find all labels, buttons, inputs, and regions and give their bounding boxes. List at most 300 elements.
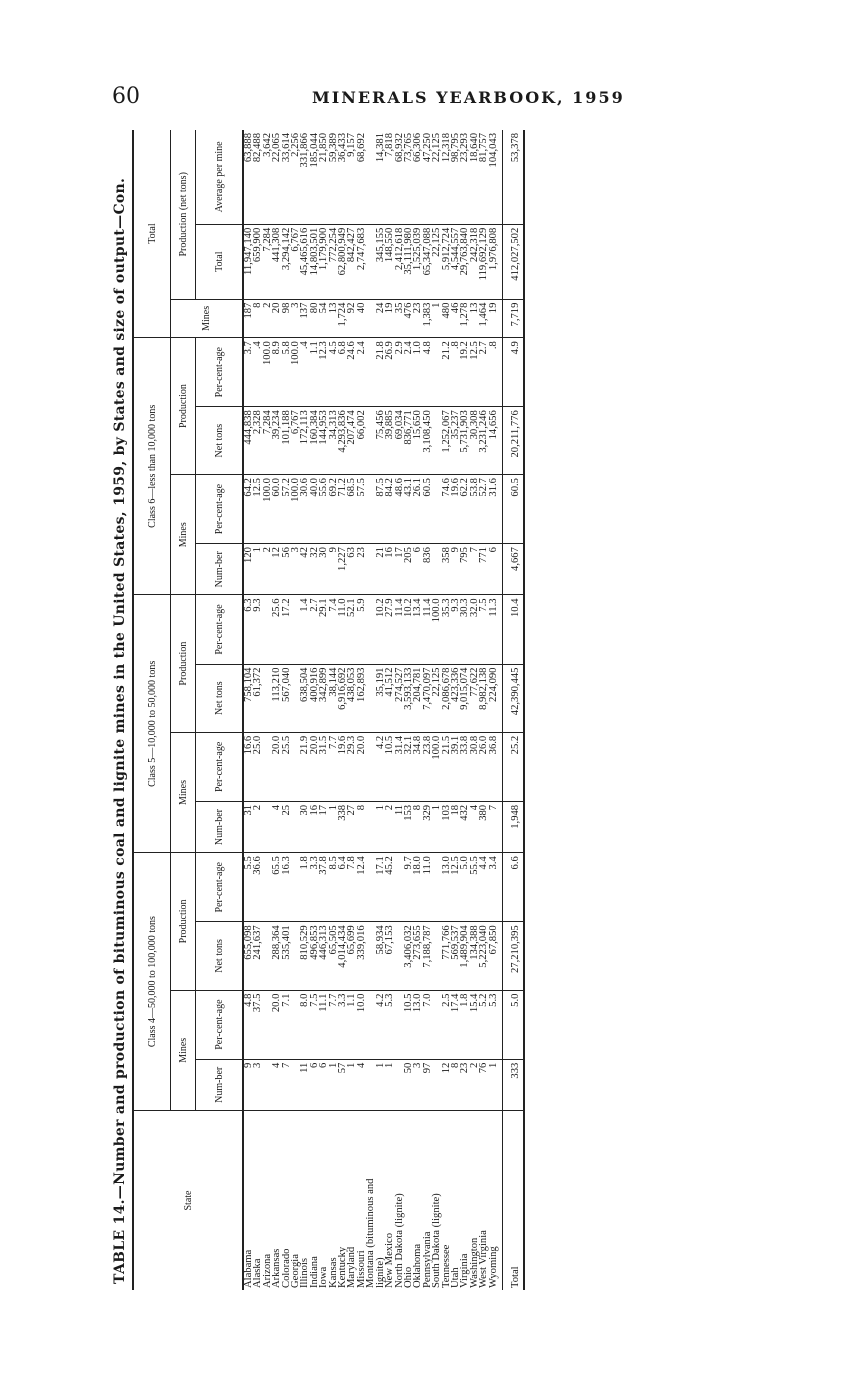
production-percentage-cell: 17.1: [376, 853, 385, 922]
net-tons-cell: 67,850: [489, 922, 498, 990]
mine-percentage-cell: 23.8: [423, 732, 432, 801]
mine-percentage-cell: 40.0: [310, 475, 319, 544]
table-body: [243, 130, 524, 1290]
mine-percentage-cell: 3.3: [338, 990, 347, 1059]
net-tons-cell: 38,144: [329, 664, 338, 732]
production-percentage-cell: 5.5: [243, 853, 253, 922]
mine-number-cell: 1: [376, 1059, 385, 1110]
mine-number-cell: 6: [413, 544, 422, 595]
total-mines-cell: 1: [432, 299, 441, 338]
mine-percentage-cell: 21.5: [442, 732, 451, 801]
net-tons-cell: 438,053: [347, 664, 356, 732]
mine-number-cell: 97: [423, 1059, 432, 1110]
total-mines-cell: 98: [282, 299, 291, 338]
mine-number-cell: 3: [253, 1059, 262, 1110]
mine-percentage-cell: 4.2: [376, 732, 385, 801]
mine-number-cell: 1: [329, 1059, 338, 1110]
production-percentage-cell: 19.2: [460, 338, 469, 407]
mines-header: Mines: [171, 990, 196, 1110]
total-mines-cell: 476: [404, 299, 413, 338]
avg-per-mine-cell: 22,065: [272, 130, 281, 224]
mine-percentage-cell: 20.0: [272, 732, 281, 801]
production-percentage-cell: 12.3: [319, 338, 328, 407]
mine-percentage-cell: 16.6: [243, 732, 253, 801]
net-tons-cell: 134,388: [470, 922, 479, 990]
net-tons-header: Net tons: [196, 664, 244, 732]
production-percentage-cell: 1.8: [300, 853, 309, 922]
net-tons-cell: 3,231,246: [479, 407, 488, 475]
mine-percentage-cell: 5.3: [489, 990, 498, 1059]
avg-per-mine-cell: 7,818: [385, 130, 394, 224]
mine-number-cell: 42: [300, 544, 309, 595]
avg-per-mine-cell: 9,157: [347, 130, 356, 224]
avg-per-mine-cell: 18,640: [470, 130, 479, 224]
net-tons-cell: 172,113: [300, 407, 309, 475]
state-cell: Oklahoma: [412, 1243, 424, 1288]
mine-number-cell: 9: [243, 1059, 253, 1110]
avg-per-mine-cell: 21,850: [319, 130, 328, 224]
mine-percentage-cell: 100.0: [432, 732, 441, 801]
mine-percentage-cell: 37.5: [253, 990, 262, 1059]
mine-percentage-cell: 10.5: [404, 990, 413, 1059]
production-percentage-cell: 100.0: [263, 338, 272, 407]
production-percentage-cell: 4.9: [502, 338, 524, 407]
net-tons-cell: 15,650: [413, 407, 422, 475]
table-row: [489, 130, 498, 1290]
mine-number-cell: 8: [357, 801, 366, 852]
mine-percentage-cell: 100.0: [263, 475, 272, 544]
state-cell: Kentucky: [337, 1246, 349, 1288]
production-percentage-cell: 12.4: [357, 853, 366, 922]
production-percentage-cell: 29.1: [319, 595, 328, 664]
production-percentage-cell: 11.4: [395, 595, 404, 664]
mine-number-cell: 57: [338, 1059, 347, 1110]
mine-number-cell: 120: [243, 544, 253, 595]
mine-percentage-cell: 7.1: [282, 990, 291, 1059]
total-production-cell: 119,692,129: [479, 224, 488, 299]
mine-percentage-cell: 36.8: [489, 732, 498, 801]
mine-number-cell: 17: [395, 544, 404, 595]
net-tons-cell: 836,771: [404, 407, 413, 475]
net-tons-header: Net tons: [196, 922, 244, 990]
avg-per-mine-cell: 68,692: [357, 130, 366, 224]
total-mines-cell: 13: [470, 299, 479, 338]
total-mines-cell: 24: [376, 299, 385, 338]
net-tons-cell: 3,593,133: [404, 664, 413, 732]
table-row: [357, 130, 366, 1290]
mine-number-cell: 4: [470, 801, 479, 852]
production-percentage-cell: 11.0: [423, 853, 432, 922]
production-percentage-cell: 21.8: [376, 338, 385, 407]
production-percentage-cell: 6.4: [338, 853, 347, 922]
avg-per-mine-cell: 12,318: [442, 130, 451, 224]
net-tons-cell: 75,456: [376, 407, 385, 475]
mine-number-cell: 6: [319, 1059, 328, 1110]
production-percentage-cell: 6.3: [243, 595, 253, 664]
mine-number-cell: 8: [451, 1059, 460, 1110]
total-production-cell: 22,125: [432, 224, 441, 299]
net-tons-cell: 30,308: [470, 407, 479, 475]
mine-number-cell: 1,227: [338, 544, 347, 595]
state-header: State: [133, 1111, 243, 1291]
production-header: Production: [171, 853, 196, 990]
mine-number-cell: 30: [319, 544, 328, 595]
total-mines-cell: 23: [413, 299, 422, 338]
total-mines-cell: 3: [291, 299, 300, 338]
mine-percentage-cell: 29.3: [347, 732, 356, 801]
mine-percentage-cell: 26.0: [479, 732, 488, 801]
production-percentage-cell: 100.0: [291, 338, 300, 407]
percentage-header: Per-cent-age: [196, 595, 244, 664]
avg-per-mine-cell: 2,256: [291, 130, 300, 224]
total-mines-cell: 13: [329, 299, 338, 338]
mine-percentage-cell: 20.0: [310, 732, 319, 801]
state-cell: North Dakota (lignite): [393, 1193, 405, 1288]
net-tons-cell: 77,622: [470, 664, 479, 732]
mine-percentage-cell: 17.4: [451, 990, 460, 1059]
mine-number-cell: 12: [442, 1059, 451, 1110]
mine-percentage-cell: 10.5: [385, 732, 394, 801]
net-tons-cell: 2,328: [253, 407, 262, 475]
mine-number-cell: 2: [470, 1059, 479, 1110]
total-production-cell: 772,254: [329, 224, 338, 299]
production-percentage-cell: 26.9: [385, 338, 394, 407]
avg-per-mine-cell: 73,765: [404, 130, 413, 224]
production-header: Production: [171, 595, 196, 732]
mine-percentage-cell: 74.6: [442, 475, 451, 544]
state-cell: Colorado: [280, 1248, 292, 1288]
production-percentage-cell: 10.2: [404, 595, 413, 664]
net-tons-cell: 22,125: [432, 664, 441, 732]
mine-percentage-cell: 39.1: [451, 732, 460, 801]
mine-number-cell: 27: [347, 801, 356, 852]
net-tons-cell: 1,489,904: [460, 922, 469, 990]
net-tons-cell: 7,188,787: [423, 922, 432, 990]
production-percentage-cell: .8: [489, 338, 498, 407]
production-net-tons-header: Production (net tons): [171, 130, 196, 299]
state-cell: Virginia: [459, 1253, 471, 1288]
production-percentage-cell: .8: [451, 338, 460, 407]
total-mines-cell: 92: [347, 299, 356, 338]
production-percentage-cell: 32.0: [470, 595, 479, 664]
mine-number-cell: 4: [272, 801, 281, 852]
total-mines-cell: 40: [357, 299, 366, 338]
net-tons-cell: 58,934: [376, 922, 385, 990]
production-percentage-cell: 30.3: [460, 595, 469, 664]
mine-number-cell: 380: [479, 801, 488, 852]
mine-percentage-cell: 11.1: [319, 990, 328, 1059]
net-tons-cell: 758,104: [243, 664, 253, 732]
production-percentage-cell: 13.4: [413, 595, 422, 664]
mine-number-cell: 56: [282, 544, 291, 595]
net-tons-cell: 810,529: [300, 922, 309, 990]
net-tons-cell: 6,767: [291, 407, 300, 475]
mine-percentage-cell: 33.8: [460, 732, 469, 801]
state-cell: Indiana: [308, 1256, 320, 1288]
state-cell: Tennessee: [440, 1244, 452, 1288]
production-percentage-cell: 16.3: [282, 853, 291, 922]
class4-header: Class 4—50,000 to 100,000 tons: [133, 853, 171, 1111]
mine-percentage-cell: 7.5: [310, 990, 319, 1059]
mine-number-cell: 2: [263, 544, 272, 595]
avg-per-mine-cell: 14,381: [376, 130, 385, 224]
mine-percentage-cell: 53.8: [470, 475, 479, 544]
percentage-header: Per-cent-age: [196, 475, 244, 544]
mine-percentage-cell: 7.7: [329, 990, 338, 1059]
total-production-cell: 345,155: [376, 224, 385, 299]
avg-per-mine-cell: 68,932: [395, 130, 404, 224]
production-percentage-cell: 25.6: [272, 595, 281, 664]
mine-percentage-cell: 8.0: [300, 990, 309, 1059]
mine-number-cell: 1: [376, 801, 385, 852]
mine-number-cell: 4: [357, 1059, 366, 1110]
mine-percentage-cell: 57.5: [357, 475, 366, 544]
mine-percentage-cell: 31.5: [319, 732, 328, 801]
mine-number-cell: 32: [310, 544, 319, 595]
total-production-cell: 14,803,501: [310, 224, 319, 299]
production-percentage-cell: 2.9: [395, 338, 404, 407]
avg-per-mine-cell: 47,250: [423, 130, 432, 224]
production-percentage-cell: 17.2: [282, 595, 291, 664]
total-production-cell: 842,427: [347, 224, 356, 299]
net-tons-cell: 113,210: [272, 664, 281, 732]
net-tons-cell: 638,504: [300, 664, 309, 732]
net-tons-cell: 35,237: [451, 407, 460, 475]
state-cell: Ohio: [402, 1266, 414, 1288]
production-percentage-cell: 9.3: [451, 595, 460, 664]
state-cell: Maryland: [346, 1246, 358, 1288]
mine-number-cell: 76: [479, 1059, 488, 1110]
mine-percentage-cell: 60.0: [272, 475, 281, 544]
mine-number-cell: 836: [423, 544, 432, 595]
production-percentage-cell: 7.8: [347, 853, 356, 922]
production-percentage-cell: 2.4: [404, 338, 413, 407]
mine-percentage-cell: 32.1: [404, 732, 413, 801]
net-tons-cell: 9,015,074: [460, 664, 469, 732]
state-cell: Kansas: [327, 1257, 339, 1288]
mine-percentage-cell: 12.5: [253, 475, 262, 544]
total-mines-cell: 1,278: [460, 299, 469, 338]
production-percentage-cell: 24.6: [347, 338, 356, 407]
mine-percentage-cell: 68.5: [347, 475, 356, 544]
mine-percentage-cell: 1.1: [347, 990, 356, 1059]
production-percentage-cell: 10.4: [502, 595, 524, 664]
percentage-header: Per-cent-age: [196, 990, 244, 1059]
state-cell: Arkansas: [271, 1248, 283, 1288]
total-production-cell: 11,947,140: [243, 224, 253, 299]
total-mines-cell: 80: [310, 299, 319, 338]
net-tons-cell: 342,899: [319, 664, 328, 732]
net-tons-cell: 7,470,097: [423, 664, 432, 732]
mine-number-cell: 432: [460, 801, 469, 852]
mine-number-cell: 7: [489, 801, 498, 852]
total-production-cell: 7,284: [263, 224, 272, 299]
production-percentage-cell: 3.3: [310, 853, 319, 922]
mines-header: Mines: [171, 732, 196, 852]
production-percentage-cell: 2.4: [357, 338, 366, 407]
avg-per-mine-cell: 59,389: [329, 130, 338, 224]
net-tons-cell: 67,153: [385, 922, 394, 990]
mine-number-cell: 103: [442, 801, 451, 852]
net-tons-cell: 444,838: [243, 407, 253, 475]
mine-percentage-cell: 55.6: [319, 475, 328, 544]
avg-per-mine-cell: 23,293: [460, 130, 469, 224]
production-percentage-cell: 12.5: [451, 853, 460, 922]
net-tons-cell: 446,313: [319, 922, 328, 990]
production-percentage-cell: 2.7: [479, 338, 488, 407]
mine-number-cell: 11: [300, 1059, 309, 1110]
mine-percentage-cell: 30.6: [300, 475, 309, 544]
mines-header: Mines: [171, 299, 244, 338]
state-cell: Missouri: [355, 1250, 367, 1288]
mine-percentage-cell: 62.2: [460, 475, 469, 544]
mine-number-cell: 17: [319, 801, 328, 852]
production-percentage-cell: 4.4: [479, 853, 488, 922]
production-percentage-cell: 2.7: [310, 595, 319, 664]
net-tons-cell: 8,982,138: [479, 664, 488, 732]
net-tons-cell: 241,637: [253, 922, 262, 990]
percentage-header: Per-cent-age: [196, 338, 244, 407]
production-percentage-cell: 36.6: [253, 853, 262, 922]
production-percentage-cell: 21.2: [442, 338, 451, 407]
mine-percentage-cell: 43.1: [404, 475, 413, 544]
mine-number-cell: 4,667: [502, 544, 524, 595]
mine-number-cell: 7: [470, 544, 479, 595]
avg-per-mine-cell: 3,642: [263, 130, 272, 224]
net-tons-cell: 1,252,067: [442, 407, 451, 475]
state-cell: West Virginia: [478, 1230, 490, 1288]
mine-percentage-cell: 26.1: [413, 475, 422, 544]
production-percentage-cell: 11.4: [423, 595, 432, 664]
production-percentage-cell: 3.7: [243, 338, 253, 407]
mine-number-cell: 30: [300, 801, 309, 852]
percentage-header: Per-cent-age: [196, 853, 244, 922]
mine-percentage-cell: 100.0: [291, 475, 300, 544]
total-mines-cell: 2: [263, 299, 272, 338]
mine-percentage-cell: 20.0: [272, 990, 281, 1059]
mine-number-cell: 3: [413, 1059, 422, 1110]
total-production-cell: 1,179,900: [319, 224, 328, 299]
number-header: Num-ber: [196, 544, 244, 595]
state-cell: Montana (bituminous and: [365, 1178, 377, 1288]
mine-number-cell: 8: [413, 801, 422, 852]
mine-percentage-cell: 15.4: [470, 990, 479, 1059]
net-tons-cell: 496,853: [310, 922, 319, 990]
net-tons-cell: 69,034: [395, 407, 404, 475]
production-percentage-cell: 6.8: [338, 338, 347, 407]
mine-percentage-cell: 1.8: [460, 990, 469, 1059]
mine-percentage-cell: 84.2: [385, 475, 394, 544]
net-tons-cell: 655,098: [243, 922, 253, 990]
mine-number-cell: 6: [310, 1059, 319, 1110]
production-percentage-cell: 12.5: [470, 338, 479, 407]
avg-per-mine-cell: 104,043: [489, 130, 498, 224]
mine-percentage-cell: 52.7: [479, 475, 488, 544]
mine-number-cell: 18: [451, 801, 460, 852]
production-header: Production: [171, 338, 196, 475]
mine-number-cell: 16: [385, 544, 394, 595]
avg-per-mine-cell: 98,795: [451, 130, 460, 224]
net-tons-cell: 2,086,678: [442, 664, 451, 732]
production-percentage-cell: 4.8: [423, 338, 432, 407]
mine-number-cell: 771: [479, 544, 488, 595]
total-production-cell: 148,550: [385, 224, 394, 299]
mine-percentage-cell: 34.8: [413, 732, 422, 801]
mine-number-cell: 50: [404, 1059, 413, 1110]
mine-percentage-cell: 31.4: [395, 732, 404, 801]
mine-percentage-cell: 21.9: [300, 732, 309, 801]
net-tons-cell: 400,916: [310, 664, 319, 732]
mine-number-cell: 21: [376, 544, 385, 595]
mine-percentage-cell: 5.3: [385, 990, 394, 1059]
production-percentage-cell: 7.4: [329, 595, 338, 664]
mine-number-cell: 1: [253, 544, 262, 595]
mine-percentage-cell: 5.0: [502, 990, 524, 1059]
total-production-cell: 62,800,949: [338, 224, 347, 299]
mine-percentage-cell: 64.2: [243, 475, 253, 544]
production-percentage-cell: 9.3: [253, 595, 262, 664]
net-tons-cell: 34,313: [329, 407, 338, 475]
state-cell: Alabama: [243, 1249, 254, 1288]
net-tons-cell: 5,731,903: [460, 407, 469, 475]
state-cell: New Mexico: [384, 1232, 396, 1288]
production-percentage-cell: 35.3: [442, 595, 451, 664]
production-percentage-cell: 5.0: [460, 853, 469, 922]
state-cell: Pennsylvania: [421, 1231, 433, 1288]
production-percentage-cell: 55.5: [470, 853, 479, 922]
mine-number-cell: 358: [442, 544, 451, 595]
state-cell: Total: [502, 1111, 524, 1291]
mine-percentage-cell: 30.8: [470, 732, 479, 801]
net-tons-cell: 4,014,434: [338, 922, 347, 990]
class6-header: Class 6—less than 10,000 tons: [133, 338, 171, 595]
net-tons-cell: 101,188: [282, 407, 291, 475]
net-tons-cell: 224,090: [489, 664, 498, 732]
number-header: Num-ber: [196, 1059, 244, 1110]
production-percentage-cell: 9.7: [404, 853, 413, 922]
production-percentage-cell: 8.5: [329, 853, 338, 922]
total-production-cell: 3,294,142: [282, 224, 291, 299]
total-production-cell: 412,027,502: [502, 224, 524, 299]
mine-number-cell: 1: [489, 1059, 498, 1110]
mine-percentage-cell: 7.7: [329, 732, 338, 801]
total-production-cell: 65,347,088: [423, 224, 432, 299]
net-tons-cell: 207,474: [347, 407, 356, 475]
net-tons-cell: 39,234: [272, 407, 281, 475]
total-production-cell: 45,465,616: [300, 224, 309, 299]
total-mines-cell: 1,464: [479, 299, 488, 338]
state-cell: Washington: [468, 1237, 480, 1288]
mine-number-cell: 9: [451, 544, 460, 595]
mine-number-cell: 333: [502, 1059, 524, 1110]
total-mines-cell: 19: [489, 299, 498, 338]
mine-percentage-cell: 60.5: [502, 475, 524, 544]
mine-number-cell: 153: [404, 801, 413, 852]
mine-percentage-cell: 48.6: [395, 475, 404, 544]
table-header: [133, 130, 243, 1290]
avg-per-mine-cell: 331,866: [300, 130, 309, 224]
total-production-cell: 4,544,557: [451, 224, 460, 299]
class5-header: Class 5—10,000 to 50,000 tons: [133, 595, 171, 853]
mine-number-cell: 63: [347, 544, 356, 595]
mine-number-cell: 25: [282, 801, 291, 852]
mine-percentage-cell: 69.2: [329, 475, 338, 544]
mine-number-cell: 1,948: [502, 801, 524, 852]
state-cell: Georgia: [290, 1254, 302, 1288]
production-percentage-cell: 5.8: [282, 338, 291, 407]
mine-number-cell: 3: [291, 544, 300, 595]
production-percentage-cell: 13.0: [442, 853, 451, 922]
